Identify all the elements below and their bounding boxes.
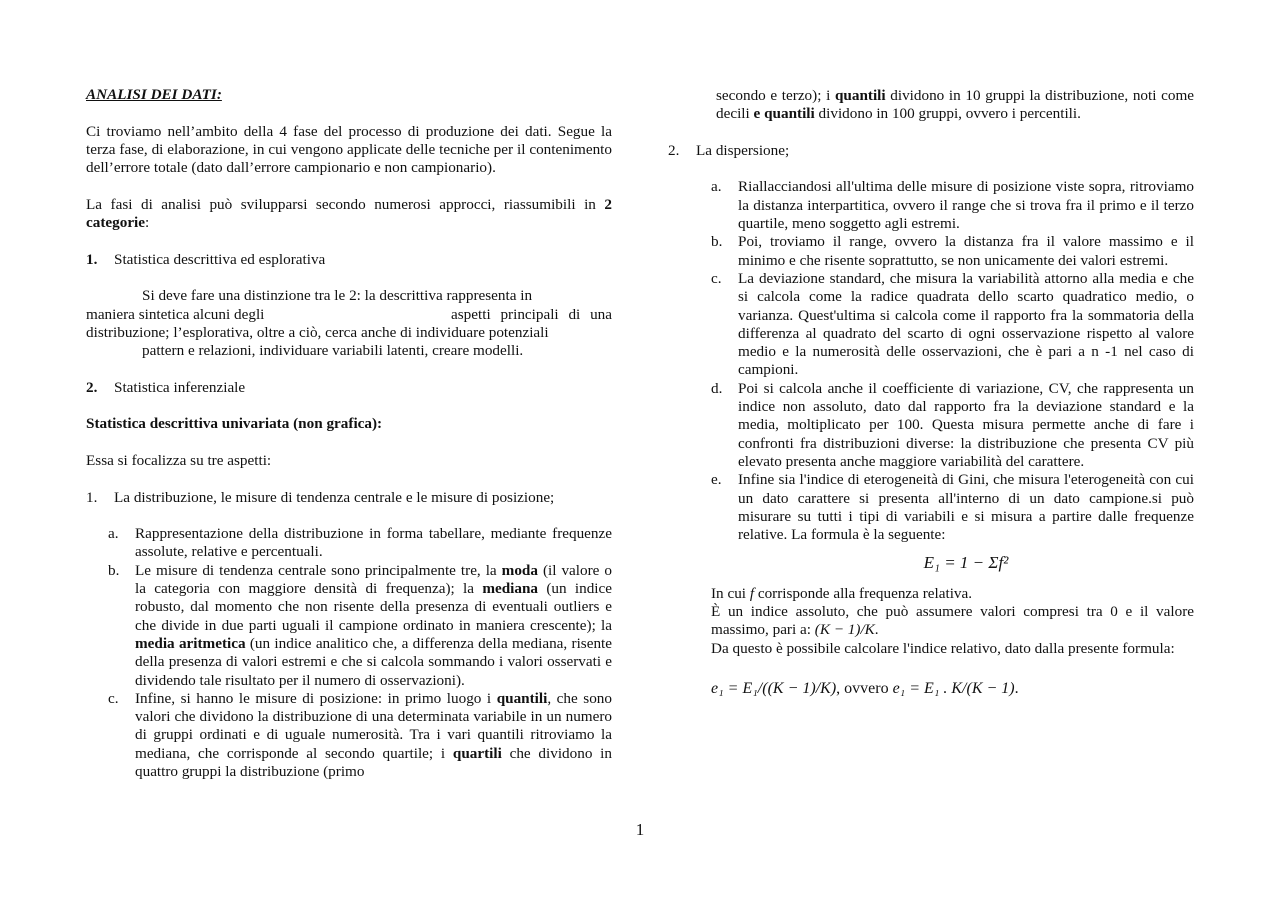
continuation-paragraph	[716, 87, 1194, 124]
category-1-number: 1.	[86, 250, 98, 268]
f-symbol: f	[749, 584, 755, 602]
dispersion-item-c-text: La deviazione standard, che misura la variabilità attorno alla media e che si calcola come la radice quadrata dello scarto quadratico medio, o varianza. Quest'ultima si calcola come il rapporto fra la sommatoria della differenza al quadrato del scarto di ogni osservazione rispetto al valore medio e la numerosità delle osservazioni, che è pari a n -1 nel caso di campioni.	[738, 269, 1194, 379]
distinzione-line-1: Si deve fare una distinzione tra le 2: la descrittiva rappresenta in	[142, 287, 533, 305]
dispersion-item-b-text: Poi, troviamo il range, ovvero la distanza fra il valore massimo e il minimo e che risente soprattutto, se non unicamente dei valori estremi.	[738, 233, 1194, 269]
text-span: secondo e terzo); i	[716, 87, 835, 104]
relative-formula-1: e₁ = E₁/((K − 1)/K)	[711, 679, 837, 697]
text-span: corrisponde alla frequenza relativa.	[754, 584, 973, 602]
moda-term: moda	[501, 561, 538, 579]
text-span: .	[1014, 679, 1019, 697]
e-term: e	[753, 105, 761, 123]
distinzione-line-2b: aspetti principali di una	[451, 305, 612, 323]
dispersion-item-b	[711, 233, 1194, 270]
quantili-term-2: quantili	[764, 105, 815, 123]
dispersion-item-e-label: e.	[711, 471, 722, 489]
text-span: Le misure di tendenza centrale sono principalmente tre, la	[135, 561, 502, 579]
text-span: , che sono valori che dividono la distribuzione di una determinata variabile in un numero di gruppi ordinati e di uguale numerosità. Tra i vari quantili ritroviamo la mediana, che corrisponde al secondo quartile; i	[135, 689, 612, 762]
relativo-text: Da questo è possibile calcolare l'indice relativo, dato dalla presente formula:	[711, 639, 1175, 657]
dispersion-item-a	[711, 178, 1194, 233]
approcci-text: La fasi di analisi può svilupparsi secondo numerosi approcci, riassumibili in	[86, 195, 605, 213]
aspect-1-number: 1.	[86, 488, 98, 506]
list-item-b	[108, 562, 612, 690]
list-item-a-label: a.	[108, 525, 119, 543]
quantili-term: quantili	[834, 87, 886, 104]
right-column	[668, 87, 1194, 698]
text-span: dividono in 100 gruppi, ovvero i percentili.	[814, 105, 1081, 123]
incui-text	[711, 585, 1194, 603]
dispersion-item-d-label: d.	[711, 379, 723, 397]
gini-formula: E₁ = 1 − Σf²	[923, 553, 1009, 573]
category-1-label: Statistica descrittiva ed esplorativa	[114, 250, 326, 268]
list-item-c-text	[135, 690, 612, 781]
text-span: (un indice robusto, dal momento che non risente della presenza di eventuali outliers e che divide in due parti uguali il campione ordinato in maniera crescente); la	[135, 580, 612, 634]
approcci-end: :	[145, 214, 150, 232]
approcci-paragraph	[86, 196, 612, 233]
approcci-bold: 2 categorie	[86, 195, 612, 232]
aspect-2-number: 2.	[668, 141, 680, 159]
list-item-a	[108, 525, 612, 562]
distinzione-line-3: distribuzione; l’esplorativa, oltre a ciò, cerca anche di individuare potenziali	[86, 323, 549, 341]
text-span: che dividono in quattro gruppi la distribuzione (primo	[135, 744, 612, 780]
category-1	[86, 251, 612, 269]
aspect-1	[86, 489, 612, 507]
aspect-2-label: La dispersione;	[696, 141, 790, 159]
tre-aspetti-text: Essa si focalizza su tre aspetti:	[86, 451, 272, 469]
quantili-term: quantili	[496, 689, 548, 707]
dispersion-item-d	[711, 380, 1194, 471]
left-column	[86, 86, 612, 781]
dispersion-item-e-text: Infine sia l'indice di eterogeneità di Gini, che misura l'eterogeneità con cui un dato carattere si presenta all'interno di un dato campione.si può misurare su tutti i tipi di variabili e si misura a partire dalle frequenze relative. La formula è la seguente:	[738, 471, 1194, 544]
mediana-term: mediana	[482, 580, 539, 598]
page-number: 1	[635, 820, 645, 839]
dispersion-item-a-text: Riallacciandosi all'ultima delle misure di posizione viste sopra, ritroviamo la distanza interpartitica, ovvero il range che si trova fra il primo e il terzo quartile, meno soggetto agli estremi.	[738, 178, 1194, 233]
relative-formula	[711, 680, 1194, 698]
dispersion-item-c-label: c.	[711, 269, 722, 287]
distinzione-line-4: pattern e relazioni, individuare variabili latenti, creare modelli.	[142, 342, 524, 360]
text-span: dividono in 10 gruppi la distribuzione, noti come decili	[716, 87, 1195, 123]
univariata-heading	[86, 415, 612, 433]
section-title: ANALISI DEI DATI:	[86, 86, 222, 103]
dispersion-item-b-label: b.	[711, 233, 723, 251]
text-span: Infine, si hanno le misure di posizione: in primo luogo i	[135, 689, 497, 707]
aspect-2	[668, 142, 1194, 160]
text-span: (un indice analitico che, a differenza della mediana, risente della presenza di valori estremi e che si calcola sommando i valori osservati e dividendo tale risultato per il numero di osservazioni).	[135, 634, 612, 689]
assoluto-text	[711, 603, 1194, 640]
category-2-label: Statistica inferenziale	[114, 378, 246, 396]
distinzione-paragraph	[86, 287, 612, 360]
aspect-1-label: La distribuzione, le misure di tendenza centrale e le misure di posizione;	[114, 488, 555, 506]
list-item-a-text: Rappresentazione della distribuzione in forma tabellare, mediante frequenze assolute, relative e percentuali.	[135, 525, 612, 561]
media-term: media aritmetica	[135, 634, 246, 652]
dispersion-item-d-text: Poi si calcola anche il coefficiente di variazione, CV, che rappresenta un indice non assoluto, dato dal rapporto fra la deviazione standard e la media, moltiplicato per 100. Questa misura permette anche di fare i confronti fra distribuzioni diverse: la distribuzione che presenta CV più elevato presenta anche maggiore variabilità del carattere.	[738, 379, 1194, 470]
distinzione-line-2	[86, 306, 612, 324]
list-item-b-text	[135, 562, 612, 690]
univariata-heading-text: Statistica descrittiva univariata (non grafica):	[86, 415, 383, 433]
category-2-number: 2.	[86, 378, 98, 396]
text-span: , ovvero	[836, 679, 893, 697]
max-formula: (K − 1)/K	[814, 621, 875, 639]
list-item-c-label: c.	[108, 689, 119, 707]
text-span: (il valore o la categoria con maggiore densità di frequenza); la	[135, 561, 612, 598]
distinzione-line-2a: maniera sintetica alcuni degli	[86, 305, 265, 323]
relative-formula-2: e₁ = E₁ . K/(K − 1)	[892, 679, 1015, 697]
text-span: È un indice assoluto, che può assumere valori compresi tra 0 e il valore massimo, pari a:	[711, 603, 1194, 639]
dispersion-item-c	[711, 270, 1194, 380]
text-span: .	[874, 621, 879, 639]
text-span: In cui	[711, 584, 750, 602]
quartili-term: quartili	[452, 744, 502, 762]
list-item-b-label: b.	[108, 561, 120, 579]
category-2	[86, 379, 612, 397]
intro-paragraph: Ci troviamo nell’ambito della 4 fase del processo di produzione dei dati. Segue la terza fase, di elaborazione, in cui vengono applicate delle tecniche per il contenimento dell’errore totale (dato dall’errore campionario e non campionario).	[86, 122, 612, 177]
dispersion-item-e	[711, 471, 1194, 544]
dispersion-item-a-label: a.	[711, 178, 722, 196]
list-item-c	[108, 690, 612, 781]
